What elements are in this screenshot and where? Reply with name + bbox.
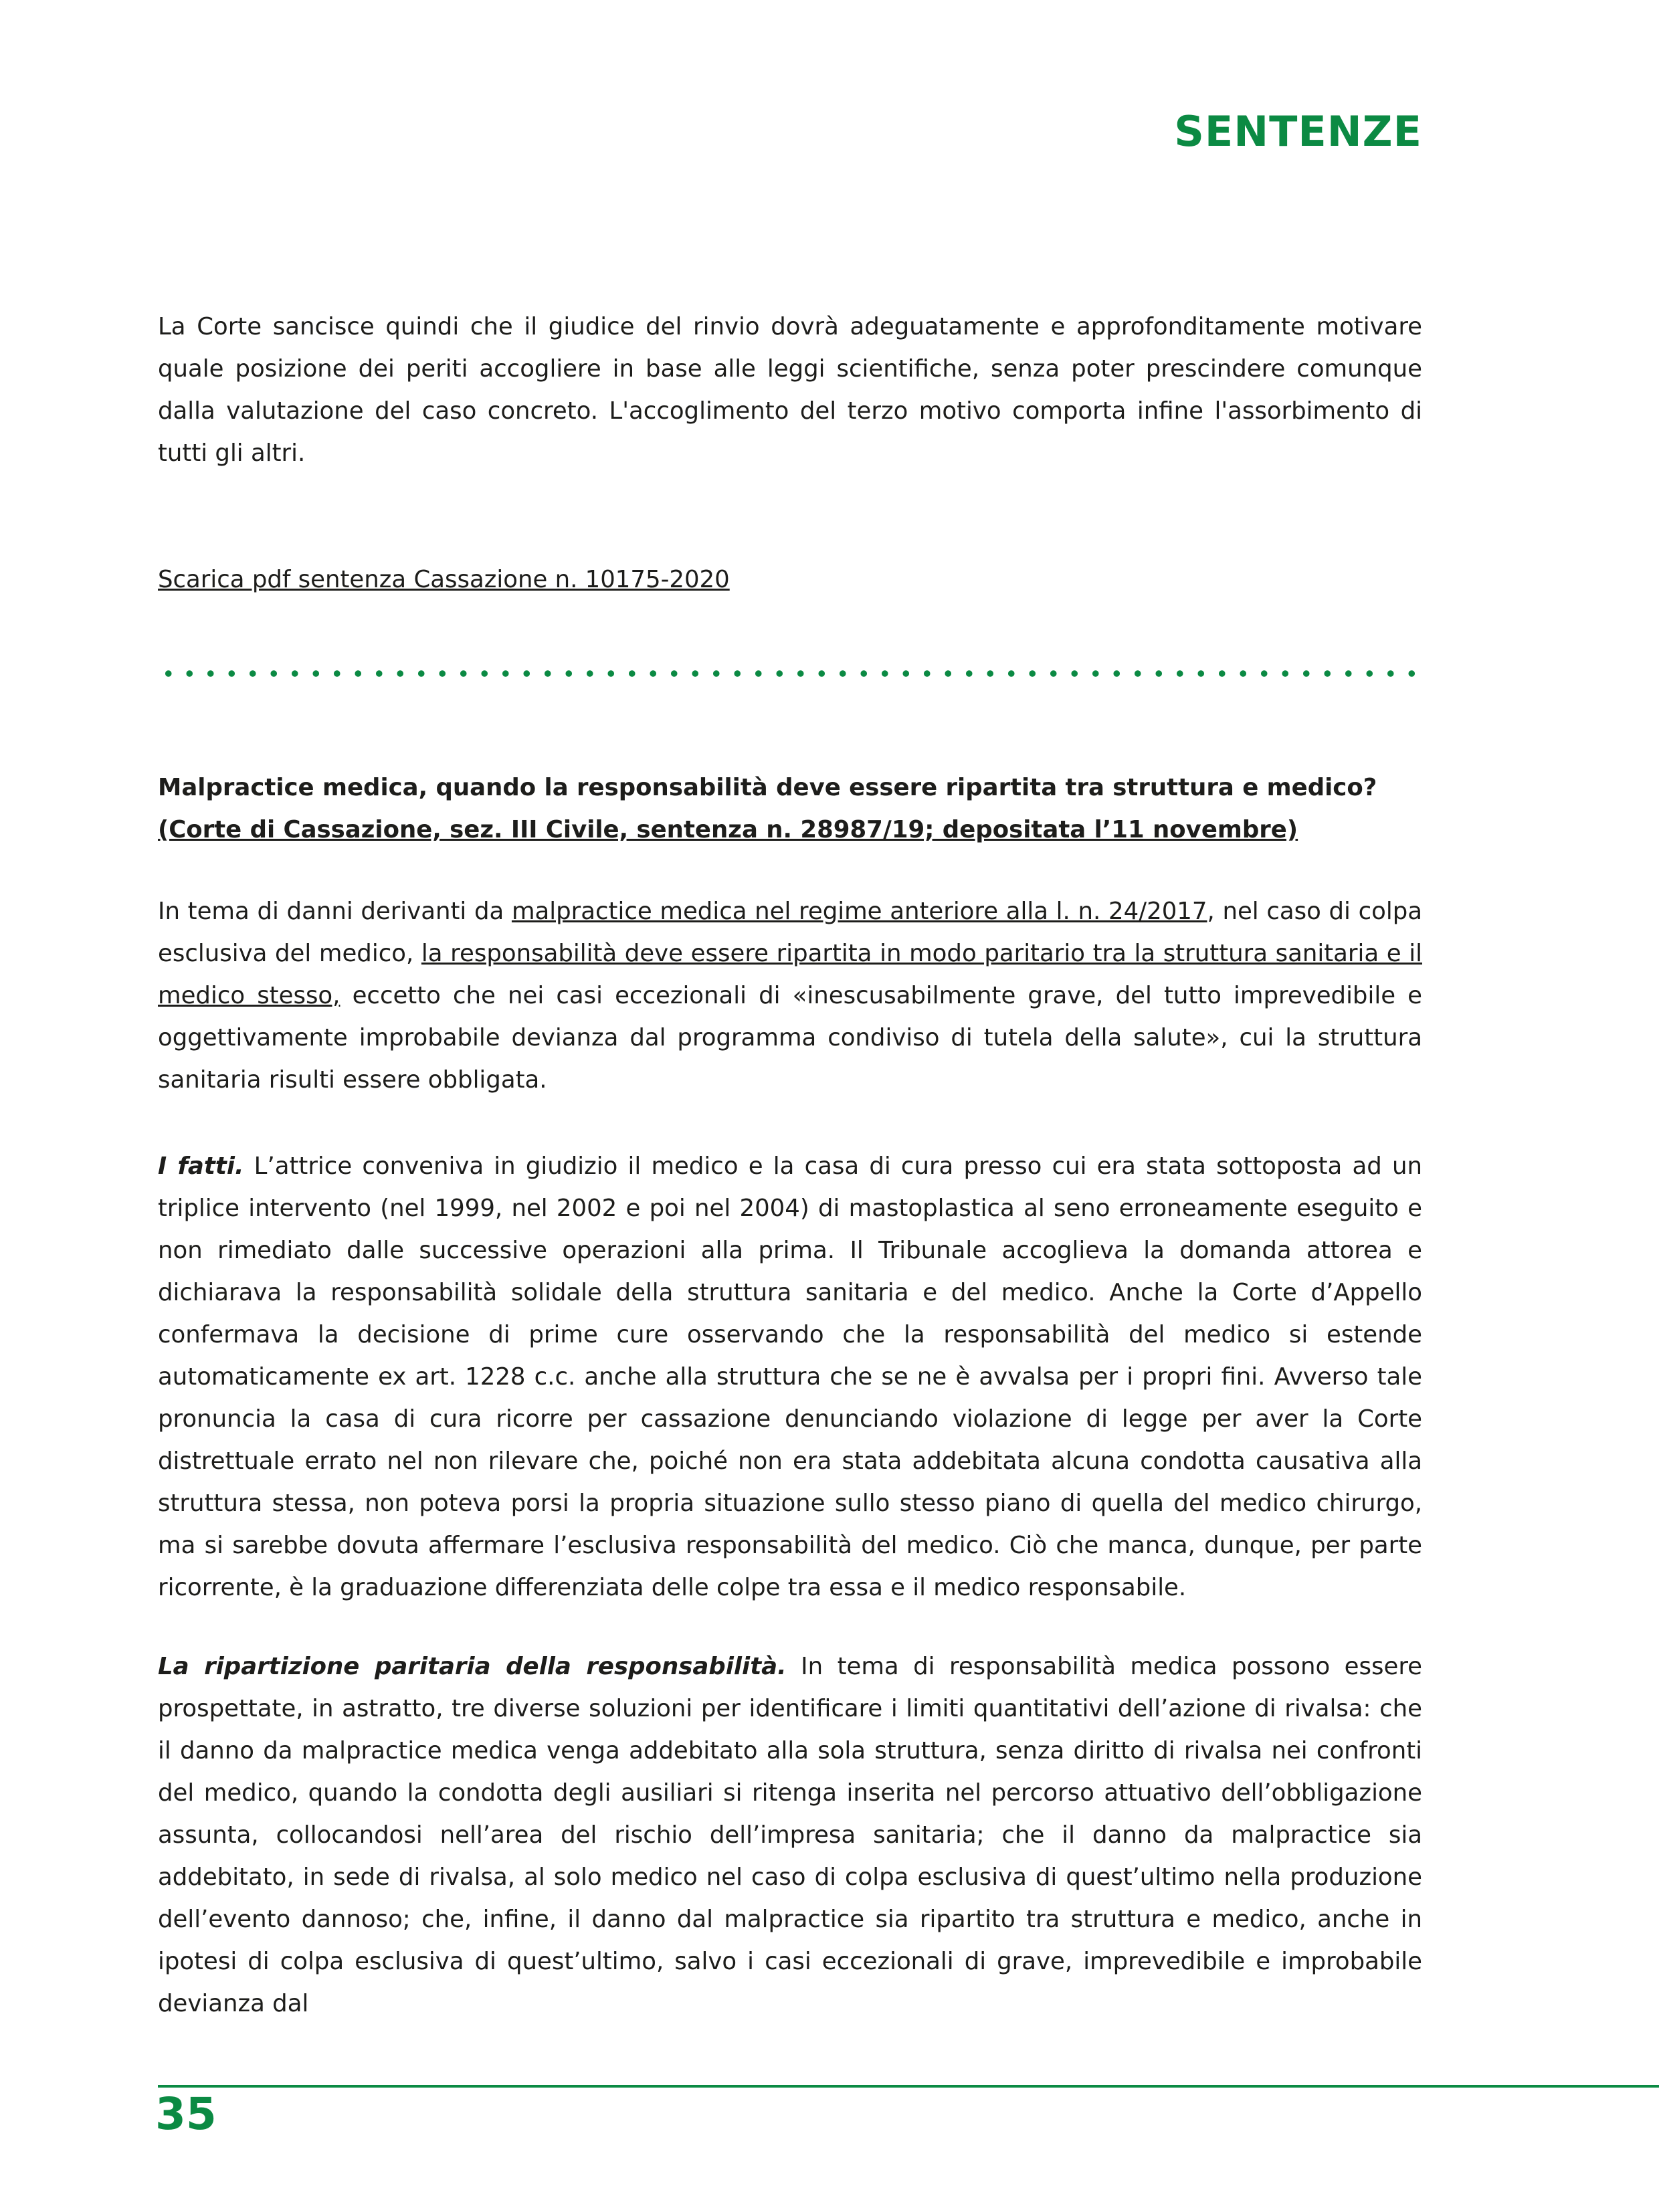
page-number: 35: [155, 2088, 217, 2140]
division-lead: La ripartizione paritaria della responsabilità.: [158, 1653, 787, 1680]
download-pdf-link[interactable]: Scarica pdf sentenza Cassazione n. 10175-2020: [158, 566, 730, 593]
summary-text-3: eccetto che nei casi eccezionali di «inescusabilmente grave, del tutto imprevedibile e oggettivamente improbabile devianza dal programma condiviso di tutela della salute», cui la struttura sanitaria risulti essere obbligata.: [158, 982, 1423, 1094]
summary-highlight-division: la responsabilità deve essere ripartita in modo paritario tra la struttura sanitaria e il medico stesso,: [158, 940, 1422, 1009]
division-paragraph: [158, 1645, 1422, 2025]
download-paragraph: [158, 559, 1422, 601]
article-title: Malpractice medica, quando la responsabilità deve essere ripartita tra struttura e medico?: [158, 774, 1377, 801]
summary-text-2: , nel caso di colpa esclusiva del medico,: [158, 898, 1422, 967]
article-citation: (Corte di Cassazione, sez. III Civile, sentenza n. 28987/19; depositata l’11 novembre): [158, 816, 1298, 843]
summary-highlight-regime: malpractice medica nel regime anteriore alla l. n. 24/2017: [511, 898, 1207, 925]
facts-paragraph: [158, 1145, 1422, 1609]
facts-lead: I fatti.: [158, 1152, 244, 1180]
dotted-divider: [158, 669, 1422, 678]
division-text: In tema di responsabilità medica possono essere prospettate, in astratto, tre diverse soluzioni per identificare i limiti quantitativi dell’azione di rivalsa: che il danno da malpractice medica venga addebitato alla sola struttura, senza diritto di rivalsa nei confronti del medico, quando la condotta degli ausiliari si ritenga inserita nel percorso attuativo dell’obbligazione assunta, collocandosi nell’area del rischio dell’impresa sanitaria; che il danno da malpractice sia addebitato, in sede di rivalsa, al solo medico nel caso di colpa esclusiva di quest’ultimo nella produzione dell’evento dannoso; che, infine, il danno dal malpractice sia ripartito tra struttura e medico, anche in ipotesi di colpa esclusiva di quest’ultimo, salvo i casi eccezionali di grave, imprevedibile e improbabile devianza dal: [158, 1653, 1422, 2017]
facts-text: L’attrice conveniva in giudizio il medico e la casa di cura presso cui era stata sottoposta ad un triplice intervento (nel 1999, nel 2002 e poi nel 2004) di mastoplastica al seno erroneamente eseguito e non rimediato dalle successive operazioni alla prima. Il Tribunale accoglieva la domanda attorea e dichiarava la responsabilità solidale della struttura sanitaria e del medico. Anche la Corte d’Appello confermava la decisione di prime cure osservando che la responsabilità del medico si estende automaticamente ex art. 1228 c.c. anche alla struttura che se ne è avvalsa per i propri fini. Avverso tale pronuncia la casa di cura ricorre per cassazione denunciando violazione di legge per aver la Corte distrettuale errato nel non rilevare che, poiché non era stata addebitata alcuna condotta causativa alla struttura stessa, non poteva porsi la propria situazione sullo stesso piano di quella del medico chirurgo, ma si sarebbe dovuta affermare l’esclusiva responsabilità del medico. Ciò che manca, dunque, per parte ricorrente, è la graduazione differenziata delle colpe tra essa e il medico responsabile.: [158, 1152, 1423, 1601]
summary-text-1: In tema di danni derivanti da: [158, 898, 512, 925]
article-citation-wrap: [158, 809, 1422, 851]
footer-rule: [158, 2085, 1659, 2088]
summary-paragraph: [158, 890, 1422, 1101]
article-heading: [158, 767, 1422, 851]
intro-paragraph: La Corte sancisce quindi che il giudice del rinvio dovrà adeguatamente e approfonditamente motivare quale posizione dei periti accogliere in base alle leggi scientifiche, senza poter prescindere comunque dalla valutazione del caso concreto. L'accoglimento del terzo motivo comporta infine l'assorbimento di tutti gli altri.: [158, 313, 1422, 467]
section-title: SENTENZE: [1174, 107, 1422, 156]
